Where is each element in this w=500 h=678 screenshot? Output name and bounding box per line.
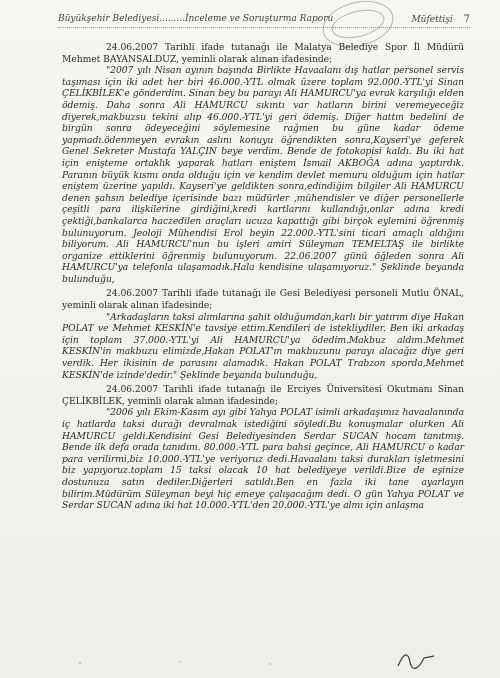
document-body (62, 42, 464, 512)
paragraph-testimony: "2006 yılı Ekim-Kasım ayı gibi Yahya POLAT isimli arkadaşımız havaalanında iç hatlarda taksi durağı devralmak istediğini söyledi.Bu konuşmalar olurken Ali HAMURCU geldi.Kendisini Gesi Belediyesinden Serdar SUCAN hocam tanıtmış. Bende ilk defa orada tanıdım. 80.000.-YTL para bahsi geçince, Ali HAMURCU o kadar para verilirmi,biz 10.000.-YTL'ye veriyoruz dedi.Havaalanı taksi durakları işletmesini biz yapıyoruz.toplam 15 taksi olacak 10 hat belediyeye verildi.Bize de eşinize dostunuza satın dediler.Diğerleri satıldı.Ben en fazla iki tane ayarlayın bilirim.Müdürüm Süleyman beyi hiç emeye çalışacağım dedi. O gün Yahya POLAT ve Serdar SUCAN adına iki hat 10.000.-YTL'den 20.000.-YTL'ye almı için anlaşma (62, 407, 464, 512)
paragraph-testimony: "Arkadaşların taksi alımlarına şahit olduğumdan,karlı bir yatırım diye Hakan POLAT ve Mehmet KESKİN'e tavsiye ettim.Kendileri de istekliydiler. Ben iki arkadaş için toplam 37.000.-YTL'yi Ali HAMURCU'ya ödedim.Makbuz aldım.Mehmet KESKİN'in makbuzu elimizde,Hakan POLAT'ın makbuzunu parayı alacağız diye geri verdik. Her ikisinin de parasını alamadık. Hakan POLAT Trabzon sporda,Mehmet KESKİN'de izinde'dedir." Şeklinde beyanda bulunduğu, (62, 311, 464, 381)
header-right (411, 14, 470, 25)
paragraph-statement-intro: 24.06.2007 Tarihli ifade tutanağı ile Malatya Belediye Spor İl Müdürü Mehmet BAYANSALDUZ, yeminli olarak alınan ifadesinde; (62, 42, 464, 65)
signature-mark (394, 648, 440, 672)
paragraph-statement-intro: 24.06.2007 Tarihli ifade tutanağı ile Gesi Belediyesi personeli Mutlu ÖNAL, yeminli olarak alınan ifadesinde; (62, 288, 464, 312)
paragraph-statement-intro: 24.06.2007 Tarihli ifade tutanağı ile Erciyes Üniversitesi Okutmanı Sinan ÇELİKBİLEK, yeminli olarak alınan ifadesinde; (62, 384, 464, 407)
page-number: 7 (463, 14, 470, 25)
header-title: Büyükşehir Belediyesi.........İnceleme ve Soruşturma Raporu (58, 14, 334, 24)
scan-noise (60, 658, 360, 668)
header-role: Müfettişi (411, 15, 453, 25)
page-header (58, 14, 470, 28)
paragraph-testimony: "2007 yılı Nisan ayının başında Birlikte Havaalanı dış hatlar personel servis taşıması için iki adet her biri 46.000.-YTL olmak üzere toplam 92.000.-YTL'yi Sinan ÇELİKBİLEK'e gönderdim. Sinan bey bu parayı Ali HAMURCU'ya evrak karşılığı elden ödemiş. Daha sonra Ali HAMURCU sıkıntı var hatların birini veremeyeceğiz diyerek,makbuzsu tekini alıp 46.000.-YTL'yi geri ödemiş. Diğer hattın bedelini de birgün sonra ödeyeceğini söylemesine rağmen bu güne kadar ödeme yapmadı.ödenmeyen evrakın aslını konuyu öğrendikten sonra,Kayseri'ye geferek Genel Sekreter Mustafa YALÇIN beye verdim. Bende de fotokopisi kaldı. Bu iki hat için enişteme ortaklık yaparak hatları eniştem İsmail AKBOĞA adına yaptırdık. Paranın büyük kısmı onda olduğu için ve kendim devlet memuru olduğum için hatlar eniştem üzerine yapıldı. Kayseri'ye geldikten sonra,edindiğim bilgiler Ali HAMURCU denen şahsın belediye içerisinde bazı müdürler ,mühendisler ve diğer personellerle çeşitli para ilişkilerine girdiğini,kredi kartlarını kullandığı,onlar adına kredi çektiği,bankalarca haczedilen araçları ucuza kapattığı gibi birçok eylemini öğrenmiş bulunuyorum. Jeoloji Mühendisi Erol beyin 22.000.-YTL'sini ticari amaçlı aldığını biliyorum. Ali HAMURCU'nun bu işleri amiri Süleyman TEMELTAŞ ile birlikte organize ettiklerini öğrenmiş bulunuyorum. 22.06.2007 günü öğleden sonra Ali HAMURCU'ya telefonla ulaşamadık.Hala kendisine ulaşamıyoruz." Şeklinde beyanda bulunduğu, (62, 65, 464, 285)
